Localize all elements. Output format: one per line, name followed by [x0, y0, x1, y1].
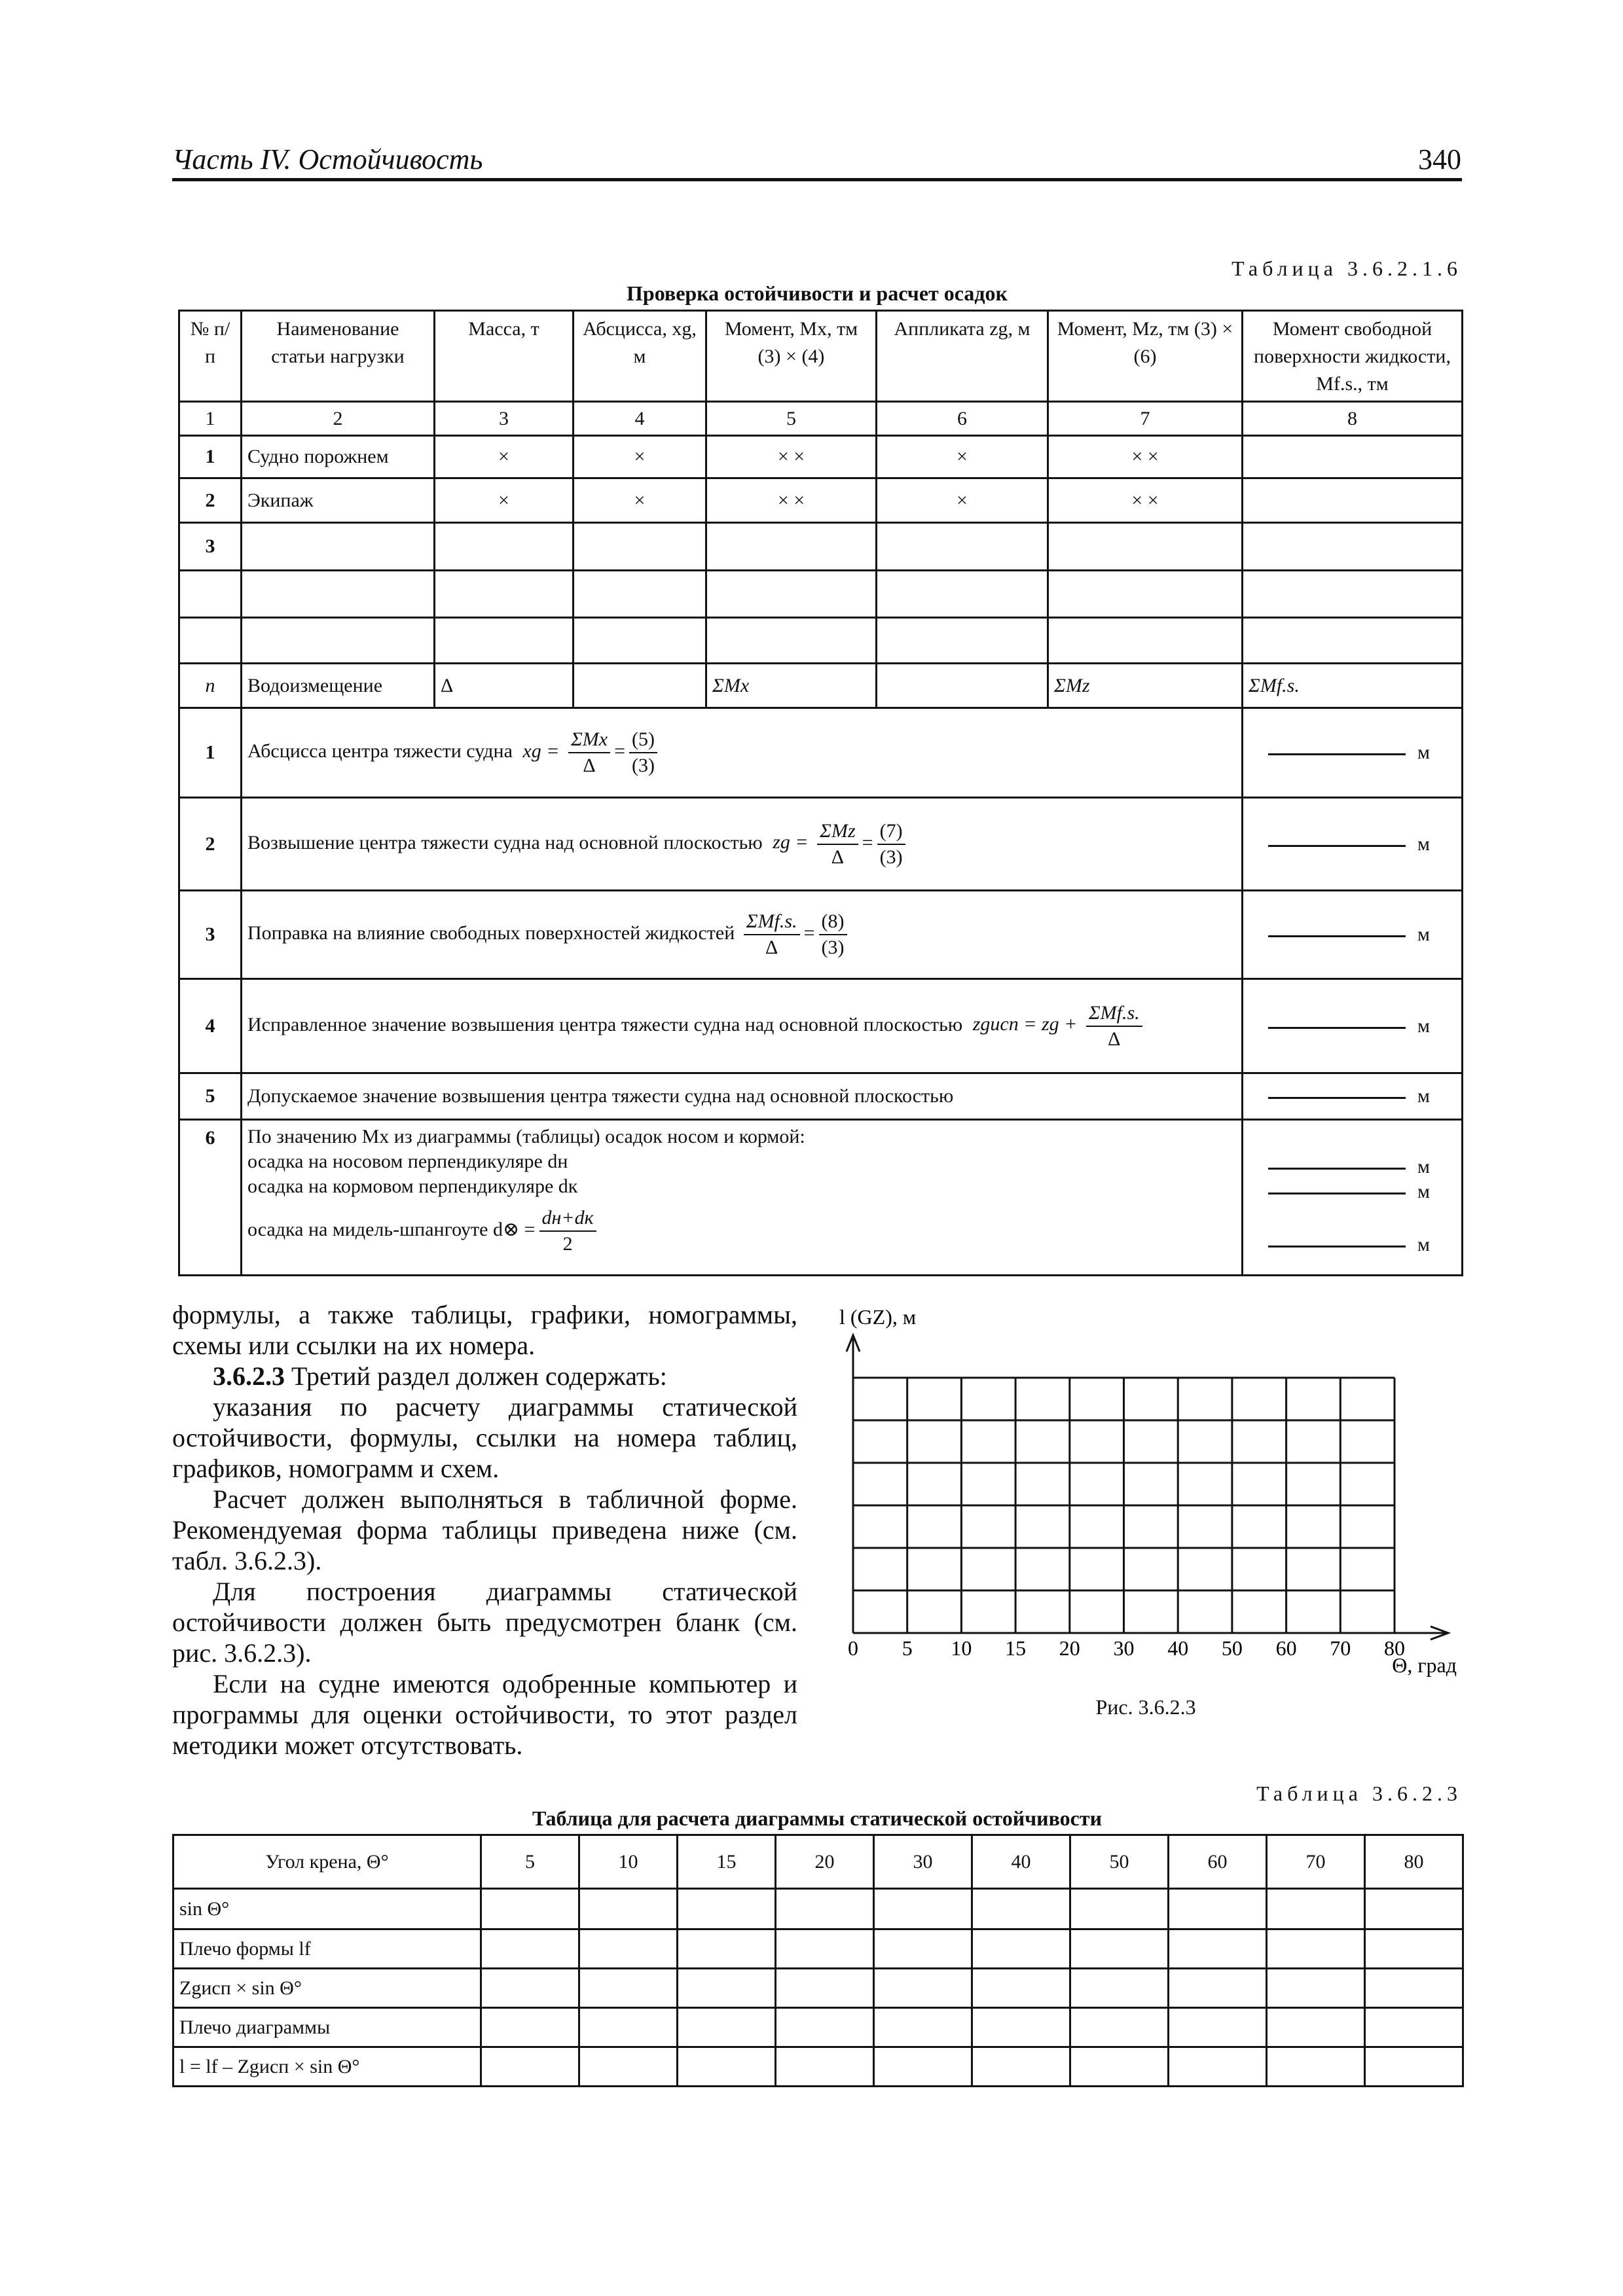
table-row: [173, 2008, 1463, 2047]
cell: [1267, 1969, 1365, 2008]
cell: ×: [877, 478, 1048, 523]
row-label: Zgисп × sin Θ°: [173, 1969, 481, 2008]
cell: [874, 1969, 972, 2008]
cell: [1070, 2047, 1169, 2087]
y-axis-label: l (GZ), м: [839, 1305, 917, 1329]
cell: [1048, 523, 1243, 571]
body-text: [172, 1299, 797, 1761]
draft-formula: [242, 1120, 1243, 1276]
row-label: sin Θ°: [173, 1889, 481, 1929]
cell: [1243, 478, 1463, 523]
result-cell: [1243, 979, 1463, 1073]
x-axis-label: Θ, град: [1392, 1653, 1457, 1677]
header-rule: [172, 178, 1462, 181]
calc-row: [179, 708, 1463, 798]
angle-header: 15: [678, 1835, 776, 1889]
cell: ×: [877, 436, 1048, 478]
cell: [972, 2008, 1070, 2047]
cell: [435, 618, 574, 664]
row-number: 2: [179, 478, 242, 523]
cell: [579, 1929, 678, 1969]
calc-row: [179, 1120, 1463, 1276]
cell: [1169, 1969, 1267, 2008]
calc-text: Поправка на влияние свободных поверхностей жидкостей: [247, 922, 735, 944]
denominator: (3): [632, 755, 655, 776]
cell: [678, 1889, 776, 1929]
cell: [1243, 571, 1463, 618]
draft-bow: осадка на носовом перпендикуляре dн: [247, 1151, 568, 1172]
fraction: [568, 727, 610, 778]
cell: ΣMf.s.: [1243, 664, 1463, 708]
result-cell: [1243, 1120, 1463, 1276]
cell: [678, 2008, 776, 2047]
angle-header: 70: [1267, 1835, 1365, 1889]
calc-row: [179, 979, 1463, 1073]
row-number: n: [179, 664, 242, 708]
running-header-title: Часть IV. Остойчивость: [172, 143, 483, 175]
calc-row: [179, 891, 1463, 979]
fraction: [539, 1206, 596, 1257]
cell: [242, 571, 435, 618]
numerator: (7): [877, 819, 905, 845]
denominator: (3): [821, 937, 845, 958]
paragraph: [172, 1361, 797, 1391]
angle-header: 20: [776, 1835, 874, 1889]
cell: × ×: [706, 478, 877, 523]
cell: [435, 523, 574, 571]
fraction: [817, 819, 858, 870]
cell: × ×: [706, 436, 877, 478]
cell: [776, 2008, 874, 2047]
row-number: 3: [179, 891, 242, 979]
calc-text: Возвышение центра тяжести судна над основной плоскостью: [247, 831, 763, 853]
table-row: [179, 618, 1463, 664]
total-row: [179, 664, 1463, 708]
cell: ×: [435, 436, 574, 478]
calc-row: [179, 798, 1463, 891]
header-mass: Масса, т: [435, 311, 574, 402]
cell: [1365, 1969, 1463, 2008]
angle-header: 30: [874, 1835, 972, 1889]
cell: [574, 664, 706, 708]
cell: [877, 664, 1048, 708]
colnum: 4: [574, 402, 706, 436]
cell: [972, 1969, 1070, 2008]
cell: [574, 618, 706, 664]
table-row: [179, 478, 1463, 523]
cell: [1070, 1929, 1169, 1969]
cell: [574, 523, 706, 571]
numerator: (5): [629, 727, 657, 753]
calc-formula: [242, 1073, 1243, 1120]
paragraph: формулы, а также таблицы, графики, номограммы, схемы или ссылки на их номера.: [172, 1300, 797, 1360]
row-name: Судно порожнем: [242, 436, 435, 478]
cell: [877, 523, 1048, 571]
cell: [678, 2047, 776, 2087]
fraction: [819, 909, 847, 960]
angle-header: 40: [972, 1835, 1070, 1889]
header-heel-angle: Угол крена, Θ°: [173, 1835, 481, 1889]
blank-line: [1268, 844, 1406, 847]
cell: [1267, 1929, 1365, 1969]
calc-text: Абсцисса центра тяжести судна: [247, 740, 513, 762]
table-row: [173, 1889, 1463, 1929]
cell: [435, 571, 574, 618]
denominator: (3): [879, 846, 903, 868]
blank-line: [1268, 1245, 1406, 1247]
cell: ΣMx: [706, 664, 877, 708]
cell: [706, 523, 877, 571]
page-number: 340: [1418, 143, 1461, 175]
cell: [481, 1889, 579, 1929]
cell: [481, 2047, 579, 2087]
header-abscissa: Абсцисса, xg, м: [574, 311, 706, 402]
header-item-name: Наименование статьи нагрузки: [242, 311, 435, 402]
denominator: 2: [562, 1233, 573, 1255]
cell: [579, 2047, 678, 2087]
cell: ×: [435, 478, 574, 523]
blank-line: [1268, 1096, 1406, 1099]
blank-line: [1268, 1026, 1406, 1029]
draft-intro: По значению Mx из диаграммы (таблицы) осадок носом и кормой:: [247, 1126, 805, 1147]
unit: м: [1417, 742, 1430, 763]
cell: [706, 618, 877, 664]
colnum: 2: [242, 402, 435, 436]
numerator: (8): [819, 909, 847, 935]
numerator: ΣMx: [568, 727, 610, 753]
cell: [874, 1889, 972, 1929]
cell: [706, 571, 877, 618]
numerator: ΣMz: [817, 819, 858, 845]
denominator: Δ: [1108, 1028, 1121, 1050]
calc-formula: [242, 891, 1243, 979]
calc-formula: [242, 798, 1243, 891]
equals: =: [614, 740, 626, 762]
row-number: 5: [179, 1073, 242, 1120]
cell: [776, 1969, 874, 2008]
row-name: [242, 523, 435, 571]
formula-lhs: xg =: [522, 740, 560, 762]
blank-line: [1268, 935, 1406, 937]
table1-header-row: [179, 311, 1463, 402]
row-number: 1: [179, 708, 242, 798]
fraction: [877, 819, 905, 870]
table1-column-numbers: [179, 402, 1463, 436]
cell: [1169, 2008, 1267, 2047]
colnum: 3: [435, 402, 574, 436]
cell: [1169, 1889, 1267, 1929]
denominator: Δ: [583, 755, 596, 776]
denominator: Δ: [831, 846, 845, 868]
paragraph: Если на судне имеются одобренные компьютер и программы для оценки остойчивости, то этот раздел методики может отсутствовать.: [172, 1669, 797, 1760]
angle-header: 60: [1169, 1835, 1267, 1889]
paragraph: указания по расчету диаграммы статической остойчивости, формулы, ссылки на номера таблиц, графиков, номограмм и схем.: [172, 1392, 797, 1483]
table-row: [173, 1929, 1463, 1969]
colnum: 8: [1243, 402, 1463, 436]
row-name: Экипаж: [242, 478, 435, 523]
row-number: 6: [179, 1120, 242, 1276]
cell: [678, 1929, 776, 1969]
table2-header-row: [173, 1835, 1463, 1889]
colnum: 5: [706, 402, 877, 436]
table1-title: Проверка остойчивости и расчет осадок: [627, 281, 1008, 305]
x-tick-label: 5: [902, 1636, 913, 1660]
draft-stern: осадка на кормовом перпендикуляре dк: [247, 1175, 578, 1197]
cell: [1070, 2008, 1169, 2047]
angle-header: 50: [1070, 1835, 1169, 1889]
cell: [1267, 2008, 1365, 2047]
header-moment-z: Момент, Mz, тм (3) × (6): [1048, 311, 1243, 402]
calc-text: Допускаемое значение возвышения центра тяжести судна над основной плоскостью: [247, 1085, 954, 1107]
unit: м: [1417, 1156, 1430, 1177]
cell: [579, 2008, 678, 2047]
cell: [1070, 1889, 1169, 1929]
cell: ×: [574, 436, 706, 478]
cell: [1070, 1969, 1169, 2008]
cell: [1169, 1929, 1267, 1969]
colnum: 1: [179, 402, 242, 436]
paragraph-text: Третий раздел должен содержать:: [285, 1361, 667, 1391]
row-number: 4: [179, 979, 242, 1073]
blank-line: [1268, 1192, 1406, 1194]
calc-formula: [242, 979, 1243, 1073]
numerator: ΣMf.s.: [744, 909, 800, 935]
x-tick-label: 15: [1005, 1636, 1027, 1660]
cell: [776, 1889, 874, 1929]
table-row: [173, 1969, 1463, 2008]
cell: [874, 1929, 972, 1969]
row-number: 1: [179, 436, 242, 478]
cell: [481, 2008, 579, 2047]
colnum: 7: [1048, 402, 1243, 436]
section-number: 3.6.2.3: [213, 1361, 285, 1391]
stability-check-table: [178, 310, 1463, 1276]
cell: [1365, 2008, 1463, 2047]
denominator: Δ: [765, 937, 778, 958]
header-free-surface-moment: Момент свободной поверхности жидкости, Mf.s., тм: [1243, 311, 1463, 402]
row-label: Плечо диаграммы: [173, 2008, 481, 2047]
equals: =: [862, 831, 873, 853]
cell: [776, 1929, 874, 1969]
x-tick-label: 70: [1330, 1636, 1351, 1660]
cell: [972, 1889, 1070, 1929]
unit: м: [1417, 1085, 1430, 1107]
table2-caption: Таблица 3.6.2.3: [1256, 1782, 1462, 1805]
numerator: dн+dк: [539, 1206, 596, 1232]
cell: × ×: [1048, 436, 1243, 478]
cell: ΣMz: [1048, 664, 1243, 708]
row-number: 2: [179, 798, 242, 891]
cell: [1048, 571, 1243, 618]
cell: [874, 2047, 972, 2087]
blank-line: [1268, 1167, 1406, 1170]
x-tick-label: 30: [1113, 1636, 1135, 1660]
cell: [579, 1889, 678, 1929]
equals: =: [803, 922, 815, 944]
cell: [776, 2047, 874, 2087]
cell: [972, 2047, 1070, 2087]
x-tick-label: 0: [848, 1636, 858, 1660]
cell: Δ: [435, 664, 574, 708]
cell: [874, 2008, 972, 2047]
cell: [1243, 523, 1463, 571]
colnum: 6: [877, 402, 1048, 436]
x-tick-label: 10: [951, 1636, 972, 1660]
paragraph: Расчет должен выполняться в табличной форме. Рекомендуемая форма таблицы приведена ниже (см. табл. 3.6.2.3).: [172, 1484, 797, 1575]
cell: [972, 1929, 1070, 1969]
cell: [877, 571, 1048, 618]
fraction: [629, 727, 657, 778]
cell: [242, 618, 435, 664]
paragraph: Для построения диаграммы статической остойчивости должен быть предусмотрен бланк (см. рис. 3.6.2.3).: [172, 1577, 797, 1668]
numerator: ΣMf.s.: [1086, 1001, 1142, 1027]
unit: м: [1417, 1181, 1430, 1202]
header-moment-x: Момент, Mx, тм (3) × (4): [706, 311, 877, 402]
unit: м: [1417, 1234, 1430, 1255]
formula-lhs: zg =: [773, 831, 809, 853]
unit: м: [1417, 1014, 1430, 1037]
cell: [1048, 618, 1243, 664]
unit: м: [1417, 833, 1430, 855]
figure-caption: Рис. 3.6.2.3: [1095, 1695, 1196, 1719]
cell: [579, 1969, 678, 2008]
angle-header: 80: [1365, 1835, 1463, 1889]
row-number: 3: [179, 523, 242, 571]
x-tick-label: 80: [1384, 1636, 1405, 1660]
cell: [481, 1969, 579, 2008]
row-label: l = lf – Zgисп × sin Θ°: [173, 2047, 481, 2087]
fraction: [1086, 1001, 1142, 1052]
cell: × ×: [1048, 478, 1243, 523]
draft-midship: осадка на мидель-шпангоуте d⊗ =: [247, 1218, 536, 1240]
x-tick-label: 20: [1059, 1636, 1080, 1660]
row-name: Водоизмещение: [242, 664, 435, 708]
cell: [1365, 2047, 1463, 2087]
header-applicate: Аппликата zg, м: [877, 311, 1048, 402]
result-cell: [1243, 798, 1463, 891]
table-row: [179, 571, 1463, 618]
cell: ×: [574, 478, 706, 523]
x-tick-label: 60: [1275, 1636, 1297, 1660]
cell: [1267, 1889, 1365, 1929]
formula-lhs: zgисп = zg +: [972, 1013, 1078, 1035]
calc-formula: [242, 708, 1243, 798]
blank-line: [1268, 753, 1406, 755]
angle-header: 5: [481, 1835, 579, 1889]
calc-row: [179, 1073, 1463, 1120]
cell: [678, 1969, 776, 2008]
gz-calculation-table: [172, 1834, 1464, 2087]
table-row: [179, 523, 1463, 571]
row-label: Плечо формы lf: [173, 1929, 481, 1969]
table-row: [179, 436, 1463, 478]
x-tick-label: 40: [1167, 1636, 1189, 1660]
table2-title: Таблица для расчета диаграммы статической остойчивости: [532, 1806, 1103, 1830]
unit: м: [1417, 924, 1430, 945]
cell: [1243, 436, 1463, 478]
grid: [847, 1335, 1448, 1640]
cell: [1365, 1889, 1463, 1929]
result-cell: [1243, 891, 1463, 979]
cell: [481, 1929, 579, 1969]
angle-header: 10: [579, 1835, 678, 1889]
table1-caption: Таблица 3.6.2.1.6: [1231, 257, 1462, 280]
calc-text: Исправленное значение возвышения центра тяжести судна над основной плоскостью: [247, 1013, 963, 1035]
cell: [1243, 618, 1463, 664]
cell: [1267, 2047, 1365, 2087]
cell: [1365, 1929, 1463, 1969]
cell: [179, 571, 242, 618]
gz-diagram-blank: [831, 1299, 1467, 1708]
cell: [1169, 2047, 1267, 2087]
result-cell: [1243, 708, 1463, 798]
table-row: [173, 2047, 1463, 2087]
cell: [179, 618, 242, 664]
fraction: [744, 909, 800, 960]
cell: [877, 618, 1048, 664]
x-tick-label: 50: [1221, 1636, 1243, 1660]
cell: [574, 571, 706, 618]
header-number: № п/п: [179, 311, 242, 402]
x-tick-labels: [848, 1636, 1405, 1660]
result-cell: [1243, 1073, 1463, 1120]
